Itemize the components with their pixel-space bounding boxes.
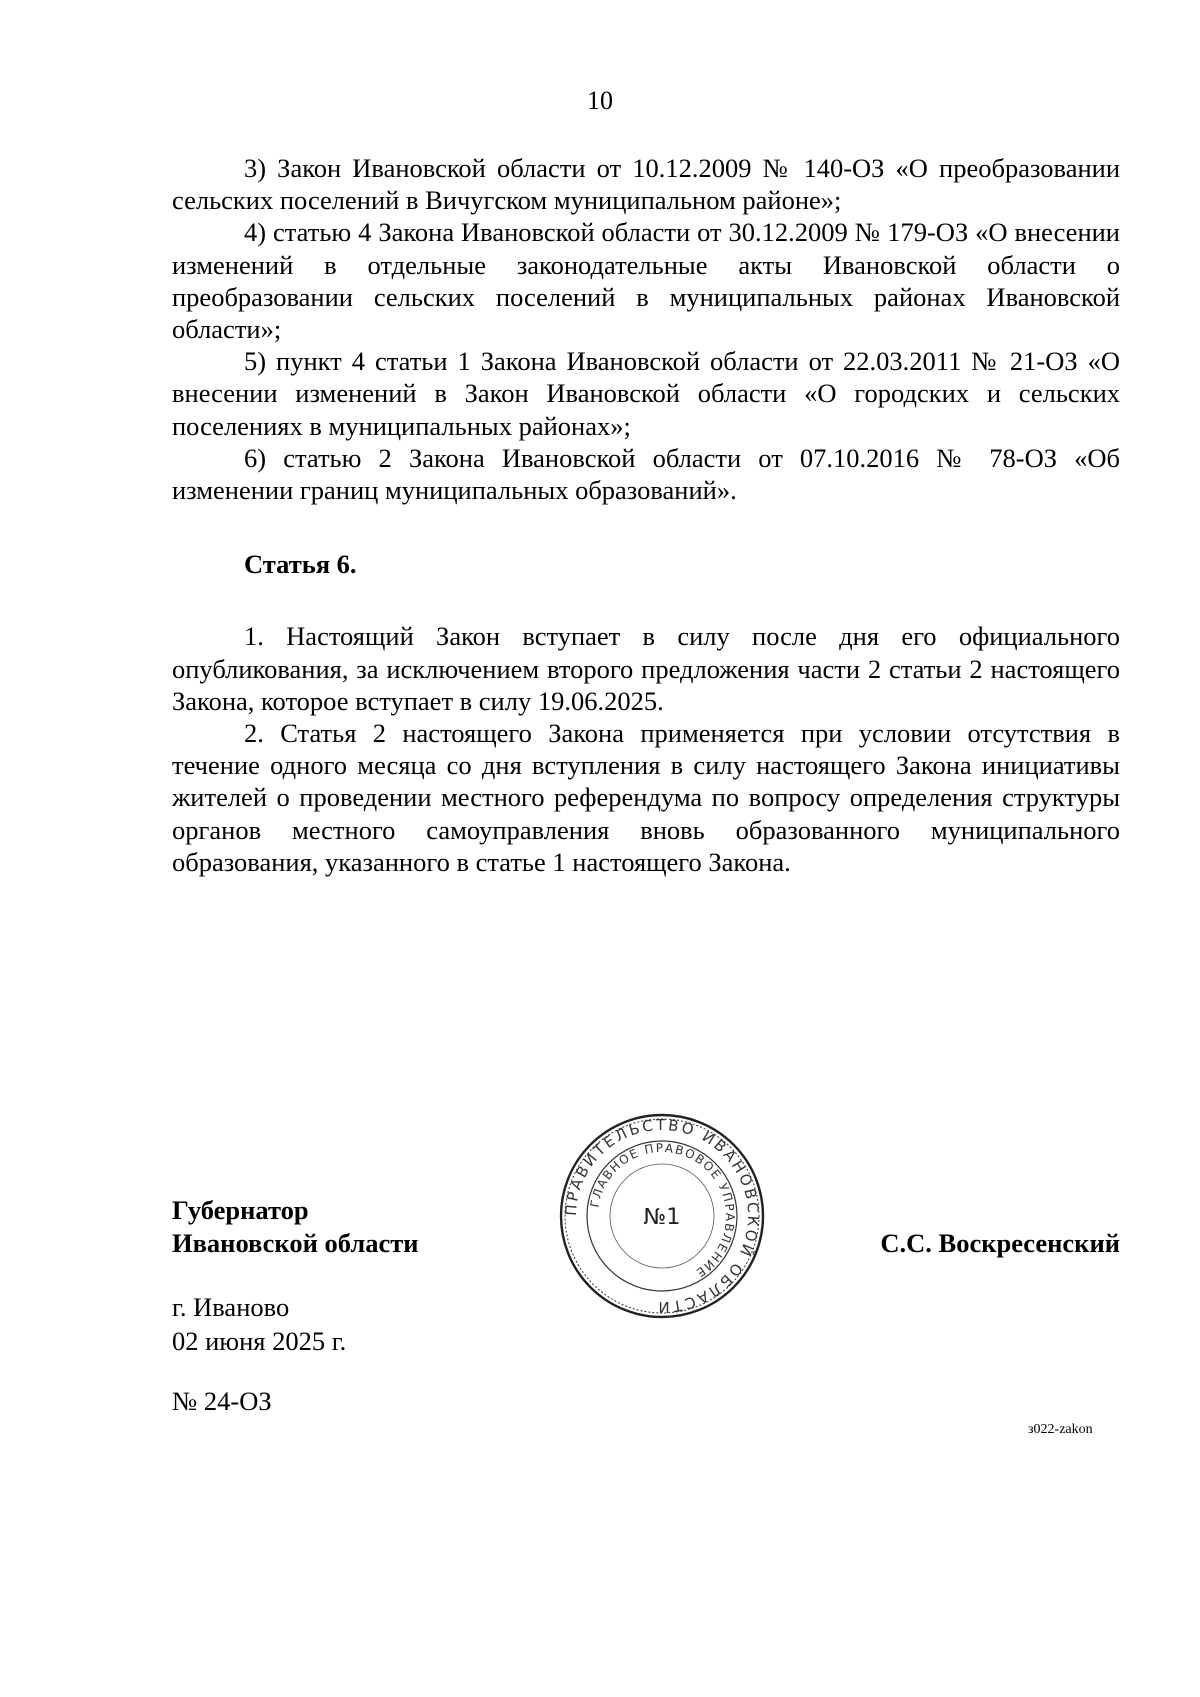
signatory-name: С.С. Воскресенский [880, 1228, 1120, 1258]
seal-inner-text: ГЛАВНОЕ ПРАВОВОЕ УПРАВЛЕНИЕ [587, 1140, 738, 1281]
article-paragraph-1: 1. Настоящий Закон вступает в силу после дня его официального опубликования, за исключением второго предложения части 2 статьи 2 настоящего Закона, которое вступает в силу 19.06.2025. [172, 621, 1120, 716]
list-item-4: 4) статью 4 Закона Ивановской области от 30.12.2009 № 179-ОЗ «О внесении изменений в отдельные законодательные акты Ивановской области о преобразовании сельских поселений в муниципальных районах Ивановской области»; [172, 217, 1120, 345]
place-date-block [172, 1291, 346, 1358]
date: 02 июня 2025 г. [172, 1325, 347, 1356]
document-body [172, 152, 1120, 878]
signatory-title [172, 1194, 419, 1260]
article-heading: Статья 6. [244, 549, 357, 580]
list-item-6: 6) статью 2 Закона Ивановской области от 07.10.2016 № 78-ОЗ «Об изменении границ муниципальных образований». [172, 442, 1120, 506]
seal-center-text: №1 [643, 1205, 681, 1230]
seal-outer-text: ПРАВИТЕЛЬСТВО ИВАНОВСКОЙ ОБЛАСТИ [561, 1115, 763, 1317]
list-item-5: 5) пункт 4 статьи 1 Закона Ивановской области от 22.03.2011 № 21-ОЗ «О внесении изменений в Закон Ивановской области «О городских и сельских поселениях в муниципальных районах»; [172, 346, 1120, 441]
signatory-title-line2: Ивановской области [172, 1228, 419, 1258]
law-number: № 24-ОЗ [172, 1386, 272, 1416]
place: г. Иваново [172, 1292, 290, 1322]
signature-block [172, 1194, 1120, 1264]
page-number: 10 [587, 86, 613, 115]
article-paragraph-2: 2. Статья 2 настоящего Закона применяется при условии отсутствия в течение одного месяца со дня вступления в силу настоящего Закона инициативы жителей о проведении местного референдума по вопросу определения структуры органов местного самоуправления вновь образованного муниципального образования, указанного в статье 1 настоящего Закона. [172, 718, 1120, 877]
document-code: з022-zakon [1028, 1422, 1093, 1437]
list-item-3: 3) Закон Ивановской области от 10.12.2009 № 140-ОЗ «О преобразовании сельских поселений в Вичугском муниципальном районе»; [172, 153, 1120, 216]
signatory-title-line1: Губернатор [172, 1195, 309, 1225]
